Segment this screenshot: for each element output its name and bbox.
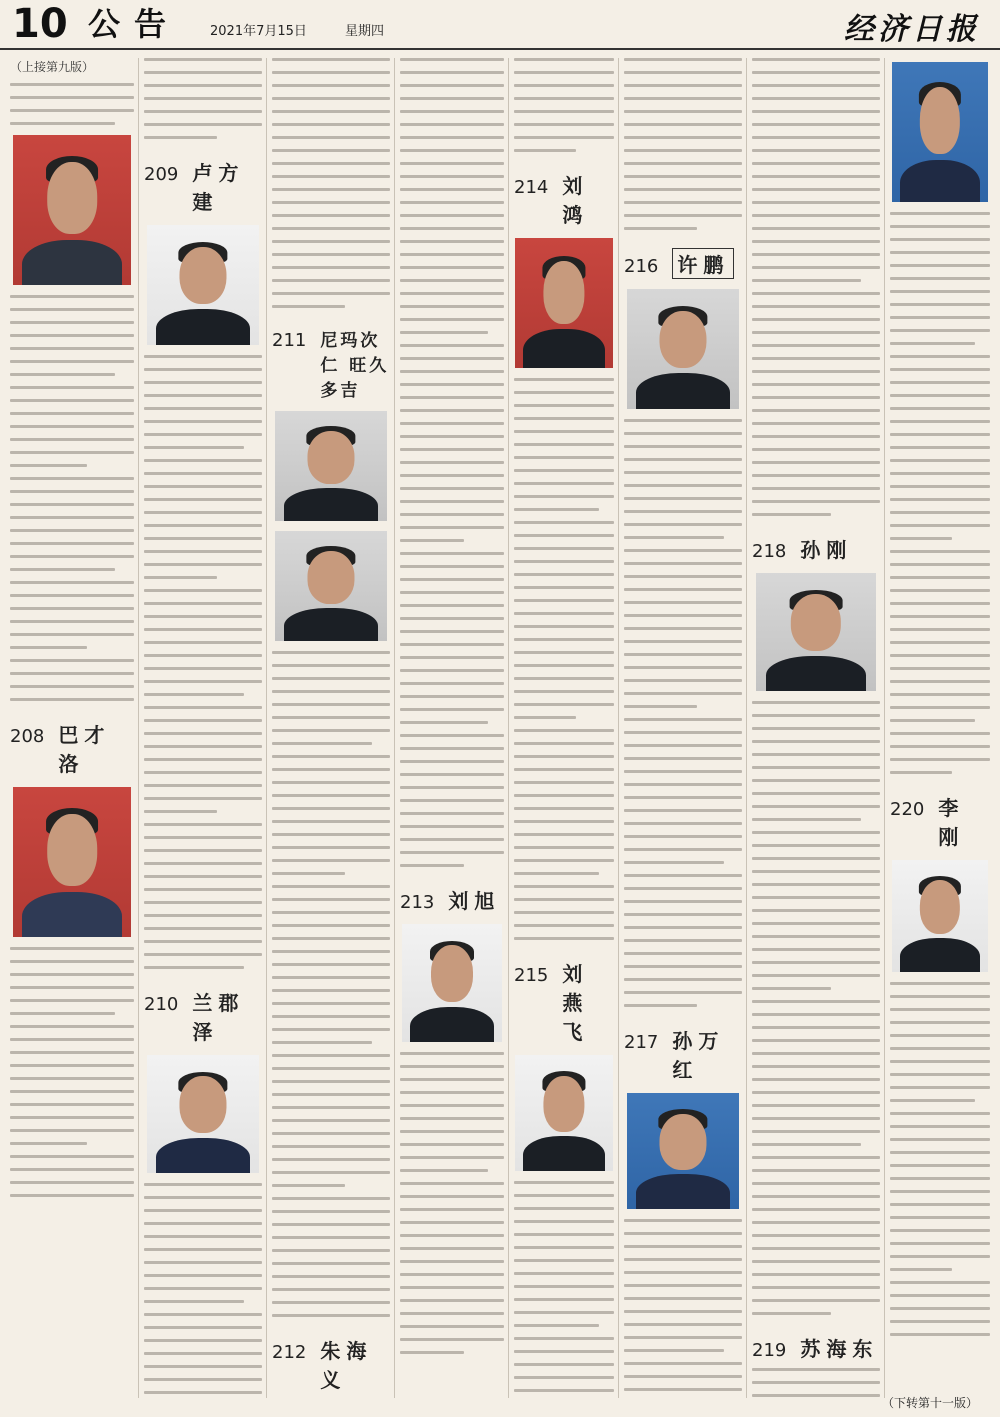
entry-name: 孙刚 — [800, 538, 853, 562]
column-5 — [514, 58, 614, 1398]
article-text — [272, 58, 390, 308]
entry-header — [624, 240, 742, 285]
article-text — [400, 1052, 504, 1354]
entry-number: 214 — [514, 177, 549, 198]
article-text — [10, 947, 134, 1197]
article-text — [624, 1219, 742, 1398]
entry-name: 孙万红 — [672, 1029, 725, 1082]
article-text — [624, 419, 742, 1007]
entry-header — [144, 979, 262, 1051]
entry-header — [890, 784, 990, 856]
entry-number: 209 — [144, 164, 179, 185]
portrait-photo — [147, 1055, 259, 1173]
entry-header — [752, 526, 880, 569]
entry-number: 210 — [144, 994, 179, 1015]
entry-header — [400, 877, 504, 920]
column-divider — [138, 58, 139, 1398]
article-text — [624, 58, 742, 230]
entry-number: 216 — [624, 256, 659, 277]
entry-number: 211 — [272, 330, 307, 351]
article-text — [514, 1181, 614, 1398]
column-8 — [890, 58, 990, 1398]
page-number: 10 — [12, 1, 68, 47]
entry-header — [144, 149, 262, 221]
entry-header — [624, 1017, 742, 1089]
article-text — [514, 58, 614, 152]
entry-name: 许鹏 — [672, 248, 734, 279]
column-3 — [272, 58, 390, 1398]
column-6 — [624, 58, 742, 1398]
portrait-photo — [402, 924, 502, 1042]
portrait-photo — [627, 1093, 739, 1209]
column-2 — [144, 58, 262, 1398]
entry-name: 兰郡泽 — [192, 991, 245, 1044]
article-text — [144, 1183, 262, 1398]
entry-name: 刘鸿 — [562, 174, 589, 227]
portrait-photo — [275, 531, 387, 641]
entry-name: 卢方建 — [192, 161, 245, 214]
portrait-photo — [892, 62, 988, 202]
column-divider — [266, 58, 267, 1398]
section-title: 公告 — [88, 5, 181, 43]
entry-header — [752, 1325, 880, 1368]
column-divider — [508, 58, 509, 1398]
article-text — [272, 651, 390, 1317]
entry-name: 刘旭 — [448, 889, 501, 913]
entry-header — [272, 1327, 390, 1398]
column-1 — [10, 58, 134, 1398]
entry-number: 218 — [752, 541, 787, 562]
issue-weekday: 星期四 — [345, 24, 385, 39]
article-text — [752, 58, 880, 516]
article-text — [890, 212, 990, 774]
entry-number: 217 — [624, 1032, 659, 1053]
portrait-photo — [892, 860, 988, 972]
column-divider — [884, 58, 885, 1398]
column-7 — [752, 58, 880, 1398]
article-text — [10, 83, 134, 125]
portrait-photo — [515, 1055, 613, 1171]
entry-header — [514, 950, 614, 1051]
article-text — [144, 58, 262, 139]
article-text — [400, 58, 504, 867]
article-text — [10, 295, 134, 701]
portrait-photo — [515, 238, 613, 368]
column-divider — [394, 58, 395, 1398]
portrait-photo — [275, 411, 387, 521]
portrait-photo — [627, 289, 739, 409]
column-divider — [618, 58, 619, 1398]
entry-name: 刘燕飞 — [562, 962, 589, 1044]
entry-number: 220 — [890, 799, 925, 820]
entry-number: 212 — [272, 1342, 307, 1363]
entry-name: 朱海义 — [320, 1339, 373, 1392]
continued-to-note: （下转第十一版） — [881, 1396, 978, 1410]
article-text — [144, 355, 262, 969]
entry-number: 208 — [10, 726, 45, 747]
entry-number: 213 — [400, 892, 435, 913]
entry-name: 苏海东 — [800, 1337, 879, 1361]
column-4 — [400, 58, 504, 1398]
masthead — [0, 0, 1000, 50]
issue-date: 2021年7月15日 — [210, 24, 307, 39]
portrait-photo — [13, 135, 131, 285]
portrait-photo — [13, 787, 131, 937]
article-text — [890, 982, 990, 1336]
portrait-photo — [756, 573, 876, 691]
entry-header — [10, 711, 134, 783]
article-text — [514, 378, 614, 940]
entry-number: 219 — [752, 1340, 787, 1361]
entry-name: 巴才洛 — [58, 723, 111, 776]
entry-name: 李刚 — [938, 796, 965, 849]
portrait-photo — [147, 225, 259, 345]
column-divider — [746, 58, 747, 1398]
article-text — [752, 1368, 880, 1398]
continued-from-note: （上接第九版） — [10, 60, 95, 74]
entry-header — [514, 162, 614, 234]
newspaper-logo: 经济日报 — [844, 12, 980, 47]
entry-name: 尼玛次仁 旺久多吉 — [320, 331, 390, 401]
entry-header — [272, 318, 390, 407]
article-text — [752, 701, 880, 1315]
entry-number: 215 — [514, 965, 549, 986]
